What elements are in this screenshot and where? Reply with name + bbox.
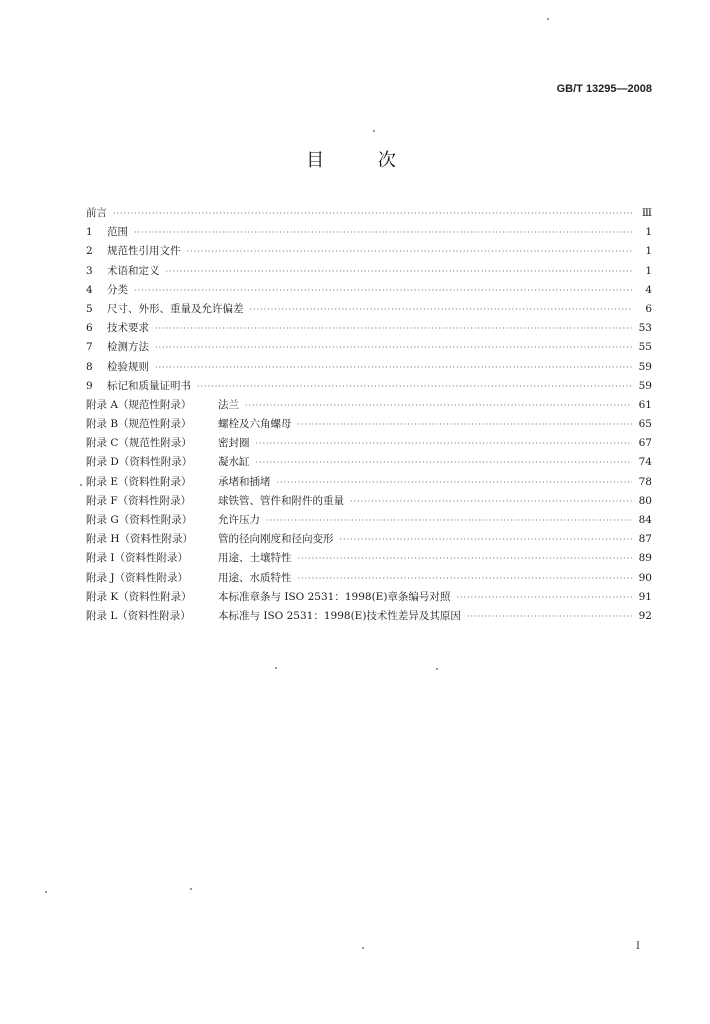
toc-entry-label: 检验规则 (107, 360, 149, 373)
toc-entry-label: 凝水缸 (218, 456, 250, 469)
scan-speck (275, 667, 277, 669)
toc-annex-label: 附录 H（资料性附录） (86, 533, 193, 546)
toc-page-number: 55 (638, 341, 652, 354)
toc-page-number: 53 (638, 322, 652, 335)
toc-annex-label: 附录 F（资料性附录） (86, 494, 192, 507)
toc-section-number: 3 (86, 264, 93, 277)
toc-entry-label: 密封圈 (218, 437, 250, 450)
toc-entry-label: 分类 (107, 283, 128, 296)
toc-page-number: 89 (638, 552, 652, 565)
dot-leader (197, 377, 632, 396)
toc-page-number: 90 (638, 571, 652, 584)
toc-page-number: 61 (638, 398, 652, 411)
dot-leader (155, 358, 632, 377)
toc-row-section-2[interactable] (86, 242, 652, 261)
toc-entry-label: 尺寸、外形、重量及允许偏差 (107, 302, 244, 315)
dot-leader (155, 319, 632, 338)
dot-leader (250, 300, 633, 319)
toc-page-number: 65 (638, 418, 652, 431)
toc-section-number: 5 (86, 302, 93, 315)
toc-entry-label: 术语和定义 (107, 264, 160, 277)
toc-page-number: 84 (638, 514, 652, 526)
toc-page-number: 78 (638, 475, 652, 488)
toc-row-section-1[interactable] (86, 223, 652, 242)
dot-leader (298, 569, 633, 588)
toc-annex-label: 附录 A（规范性附录） (86, 398, 192, 411)
toc-page-number: 59 (638, 360, 652, 373)
dot-leader (350, 492, 632, 511)
dot-leader (166, 262, 633, 281)
dot-leader (256, 434, 633, 453)
toc-entry-label: 规范性引用文件 (107, 245, 181, 258)
toc-row-annex-i[interactable] (86, 549, 652, 568)
toc-entry-label: 用途、土壤特性 (218, 552, 292, 565)
toc-annex-label: 附录 G（资料性附录） (86, 514, 193, 526)
toc-section-number: 8 (86, 360, 93, 373)
toc-row-section-8[interactable] (86, 358, 652, 377)
toc-page-number: 92 (638, 609, 652, 622)
toc-page-number: 6 (645, 302, 652, 315)
toc-page-number: 80 (638, 494, 652, 507)
toc-annex-label: 附录 L（资料性附录） (86, 609, 191, 622)
toc-annex-label: 附录 B（规范性附录） (86, 418, 192, 431)
toc-row-annex-a[interactable] (86, 396, 652, 415)
toc-row-annex-d[interactable] (86, 453, 652, 472)
toc-page-number: 1 (645, 226, 652, 239)
toc-row-annex-c[interactable] (86, 434, 652, 453)
scan-speck (373, 130, 375, 132)
toc-row-section-4[interactable] (86, 281, 652, 300)
toc-page-number: 67 (638, 437, 652, 450)
toc-row-section-5[interactable] (86, 300, 652, 319)
toc-row-foreword[interactable] (86, 204, 652, 223)
toc-entry-label: 技术要求 (107, 322, 149, 335)
standard-code: GB/T 13295—2008 (556, 83, 652, 95)
dot-leader (456, 588, 632, 607)
toc-annex-label: 附录 K（资料性附录） (86, 590, 192, 603)
scan-speck (547, 18, 549, 20)
dot-leader (277, 473, 633, 492)
toc-annex-label: 附录 E（资料性附录） (86, 475, 192, 488)
toc-entry-label: 标记和质量证明书 (107, 379, 191, 392)
toc-row-annex-l[interactable] (86, 607, 652, 626)
toc-page-number: 4 (645, 283, 652, 296)
toc-page-number: 1 (645, 264, 652, 277)
toc-row-annex-h[interactable] (86, 530, 652, 549)
toc-row-section-3[interactable] (86, 262, 652, 281)
toc-annex-label: 附录 D（资料性附录） (86, 456, 193, 469)
dot-leader (298, 549, 633, 568)
toc-section-number: 6 (86, 322, 93, 335)
toc-row-annex-g[interactable] (86, 511, 652, 530)
toc-annex-label: 附录 J（资料性附录） (86, 571, 189, 584)
toc-entry-label: 本标准章条与 ISO 2531：1998(E)章条编号对照 (218, 590, 451, 603)
toc-entry-label: 允许压力 (218, 514, 260, 526)
toc-entry-label: 用途、水质特性 (218, 571, 292, 584)
dot-leader (266, 511, 632, 530)
dot-leader (340, 530, 633, 549)
dot-leader (245, 396, 632, 415)
toc-entry-label: 法兰 (218, 398, 239, 411)
toc-row-annex-f[interactable] (86, 492, 652, 511)
toc-section-number: 2 (86, 245, 93, 258)
toc-row-section-6[interactable] (86, 319, 652, 338)
toc-entry-label: 前言 (86, 207, 107, 219)
toc-entry-label: 管的径向刚度和径向变形 (218, 533, 334, 546)
toc-page-number: 59 (638, 379, 652, 392)
table-of-contents (86, 204, 652, 626)
toc-page-number: 74 (638, 456, 652, 469)
dot-leader (256, 453, 633, 472)
toc-page-number: Ⅲ (641, 207, 652, 219)
toc-page-number: 87 (638, 533, 652, 546)
dot-leader (134, 223, 632, 242)
scan-speck (362, 947, 364, 949)
toc-entry-label: 球铁管、管件和附件的重量 (218, 494, 344, 507)
toc-entry-label: 承堵和插堵 (218, 475, 271, 488)
toc-row-annex-b[interactable] (86, 415, 652, 434)
scan-speck (436, 668, 438, 670)
scan-speck (80, 484, 82, 486)
page-title: 目 次 (306, 150, 420, 171)
toc-entry-label: 范围 (107, 226, 128, 239)
toc-entry-label: 螺栓及六角螺母 (218, 418, 292, 431)
toc-entry-label: 本标准与 ISO 2531：1998(E)技术性差异及其原因 (218, 609, 461, 622)
toc-row-annex-k[interactable] (86, 588, 652, 607)
toc-page-number: 1 (645, 245, 652, 258)
toc-section-number: 1 (86, 226, 93, 239)
dot-leader (113, 204, 632, 223)
toc-section-number: 9 (86, 379, 93, 392)
dot-leader (467, 607, 632, 626)
toc-annex-label: 附录 C（规范性附录） (86, 437, 192, 450)
page-number: Ⅰ (636, 941, 640, 952)
toc-annex-label: 附录 I（资料性附录） (86, 552, 188, 565)
dot-leader (298, 415, 633, 434)
dot-leader (187, 242, 633, 261)
toc-page-number: 91 (638, 590, 652, 603)
dot-leader (155, 338, 632, 357)
toc-entry-label: 检测方法 (107, 341, 149, 354)
toc-section-number: 7 (86, 341, 93, 354)
toc-row-section-7[interactable] (86, 338, 652, 357)
scan-speck (190, 888, 192, 890)
toc-row-annex-e[interactable] (86, 473, 652, 492)
toc-row-annex-j[interactable] (86, 569, 652, 588)
scan-speck (45, 891, 47, 893)
toc-row-section-9[interactable] (86, 377, 652, 396)
dot-leader (134, 281, 632, 300)
toc-section-number: 4 (86, 283, 93, 296)
